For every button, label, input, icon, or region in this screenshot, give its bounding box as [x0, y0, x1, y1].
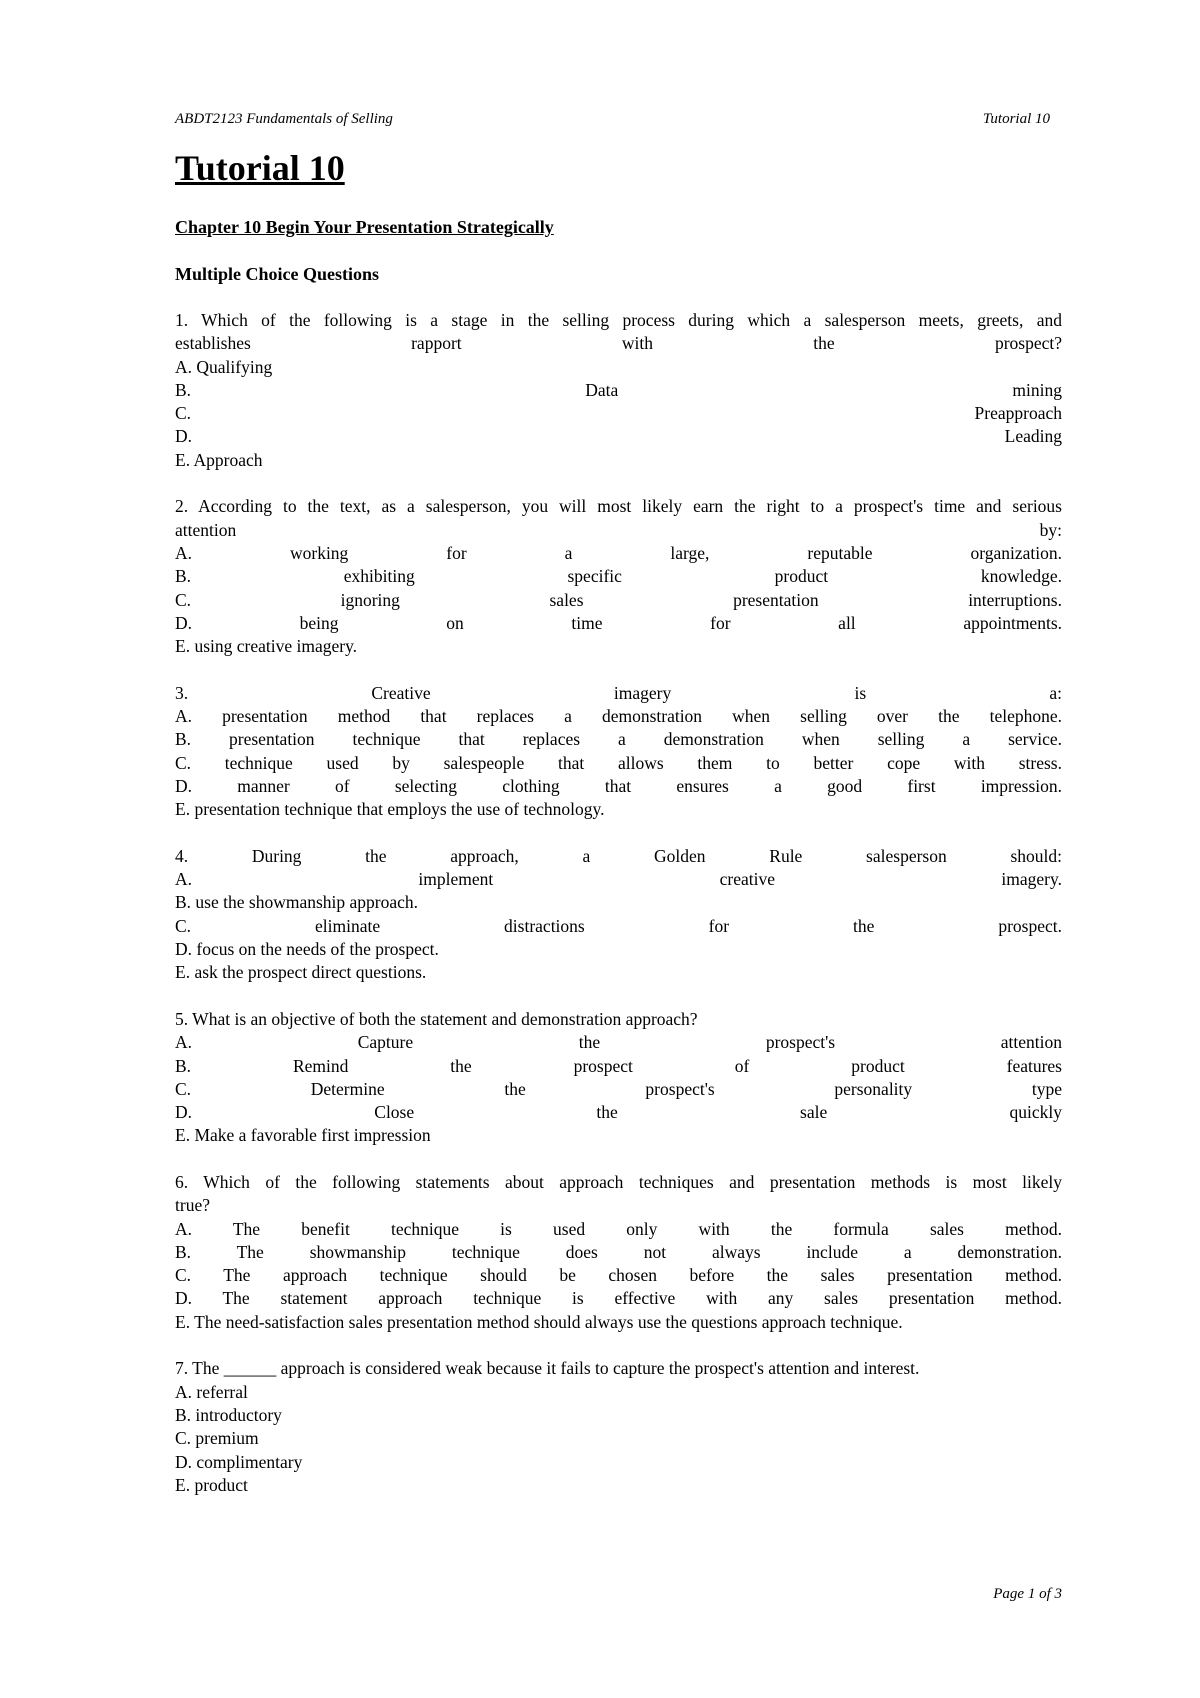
answer-option: B. introductory	[175, 1404, 282, 1425]
answer-option: A. Qualifying	[175, 356, 273, 377]
question-block	[175, 1171, 1062, 1334]
question-stem: 3. Creative imagery is a:	[175, 682, 1062, 703]
section-heading: Multiple Choice Questions	[175, 264, 380, 284]
answer-option: C. The approach technique should be chosen before the sales presentation method.	[175, 1265, 1062, 1286]
answer-option: D. being on time for all appointments.	[175, 612, 1062, 633]
answer-option: A. implement creative imagery.	[175, 869, 1062, 890]
answer-option: E. using creative imagery.	[175, 636, 358, 657]
question-block	[175, 845, 1062, 985]
chapter-heading: Chapter 10 Begin Your Presentation Strategically	[175, 217, 554, 237]
answer-option: E. Make a favorable first impression	[175, 1125, 431, 1146]
question-stem: attention by:	[175, 519, 1062, 540]
answer-option: E. The need-satisfaction sales presentation method should always use the questions approach technique.	[175, 1311, 903, 1332]
course-name: ABDT2123 Fundamentals of Selling	[175, 111, 393, 127]
tutorial-label: Tutorial 10	[982, 111, 1050, 127]
answer-option: A. The benefit technique is used only with the formula sales method.	[175, 1218, 1062, 1239]
answer-option: E. presentation technique that employs the use of technology.	[175, 799, 605, 820]
question-block	[175, 682, 1062, 822]
question-stem: 5. What is an objective of both the statement and demonstration approach?	[175, 1008, 698, 1029]
answer-option: D. Leading	[175, 426, 1062, 447]
question-block	[175, 1008, 1062, 1148]
question-stem: 7. The ______ approach is considered weak because it fails to capture the prospect's attention and interest.	[175, 1358, 920, 1379]
answer-option: A. working for a large, reputable organization.	[175, 542, 1062, 563]
answer-option: C. premium	[175, 1428, 259, 1449]
running-header	[175, 111, 1062, 128]
question-block	[175, 309, 1062, 472]
answer-option: E. product	[175, 1474, 248, 1495]
answer-option: B. use the showmanship approach.	[175, 892, 419, 913]
answer-option: C. ignoring sales presentation interruptions.	[175, 589, 1062, 610]
answer-option: D. The statement approach technique is effective with any sales presentation method.	[175, 1288, 1062, 1309]
answer-option: B. Remind the prospect of product features	[175, 1055, 1062, 1076]
answer-option: B. exhibiting specific product knowledge.	[175, 566, 1062, 587]
page-title: Tutorial 10	[175, 148, 345, 188]
answer-option: A. referral	[175, 1381, 248, 1402]
document-page	[175, 0, 1062, 1698]
question-list	[175, 309, 1062, 1520]
answer-option: A. Capture the prospect's attention	[175, 1032, 1062, 1053]
answer-option: C. Determine the prospect's personality type	[175, 1078, 1062, 1099]
answer-option: B. Data mining	[175, 379, 1062, 400]
answer-option: D. complimentary	[175, 1451, 303, 1472]
answer-option: C. Preapproach	[175, 403, 1062, 424]
question-stem: true?	[175, 1195, 210, 1216]
question-stem: establishes rapport with the prospect?	[175, 333, 1062, 354]
question-block	[175, 1357, 1062, 1497]
question-stem: 4. During the approach, a Golden Rule salesperson should:	[175, 845, 1062, 866]
question-stem: 6. Which of the following statements about approach techniques and presentation methods is most likely	[175, 1171, 1062, 1192]
answer-option: D. Close the sale quickly	[175, 1102, 1062, 1123]
answer-option: D. manner of selecting clothing that ensures a good first impression.	[175, 775, 1062, 796]
question-stem: 2. According to the text, as a salesperson, you will most likely earn the right to a prospect's time and serious	[175, 496, 1062, 517]
answer-option: E. Approach	[175, 449, 263, 470]
question-stem: 1. Which of the following is a stage in the selling process during which a salesperson meets, greets, and	[175, 310, 1062, 330]
answer-option: B. presentation technique that replaces a demonstration when selling a service.	[175, 729, 1062, 750]
answer-option: D. focus on the needs of the prospect.	[175, 939, 439, 960]
question-block	[175, 495, 1062, 658]
answer-option: A. presentation method that replaces a demonstration when selling over the telephone.	[175, 706, 1062, 727]
answer-option: B. The showmanship technique does not always include a demonstration.	[175, 1241, 1062, 1262]
answer-option: C. eliminate distractions for the prospect.	[175, 915, 1062, 936]
page-number: Page 1 of 3	[993, 1586, 1062, 1602]
answer-option: E. ask the prospect direct questions.	[175, 962, 427, 983]
answer-option: C. technique used by salespeople that allows them to better cope with stress.	[175, 752, 1062, 773]
